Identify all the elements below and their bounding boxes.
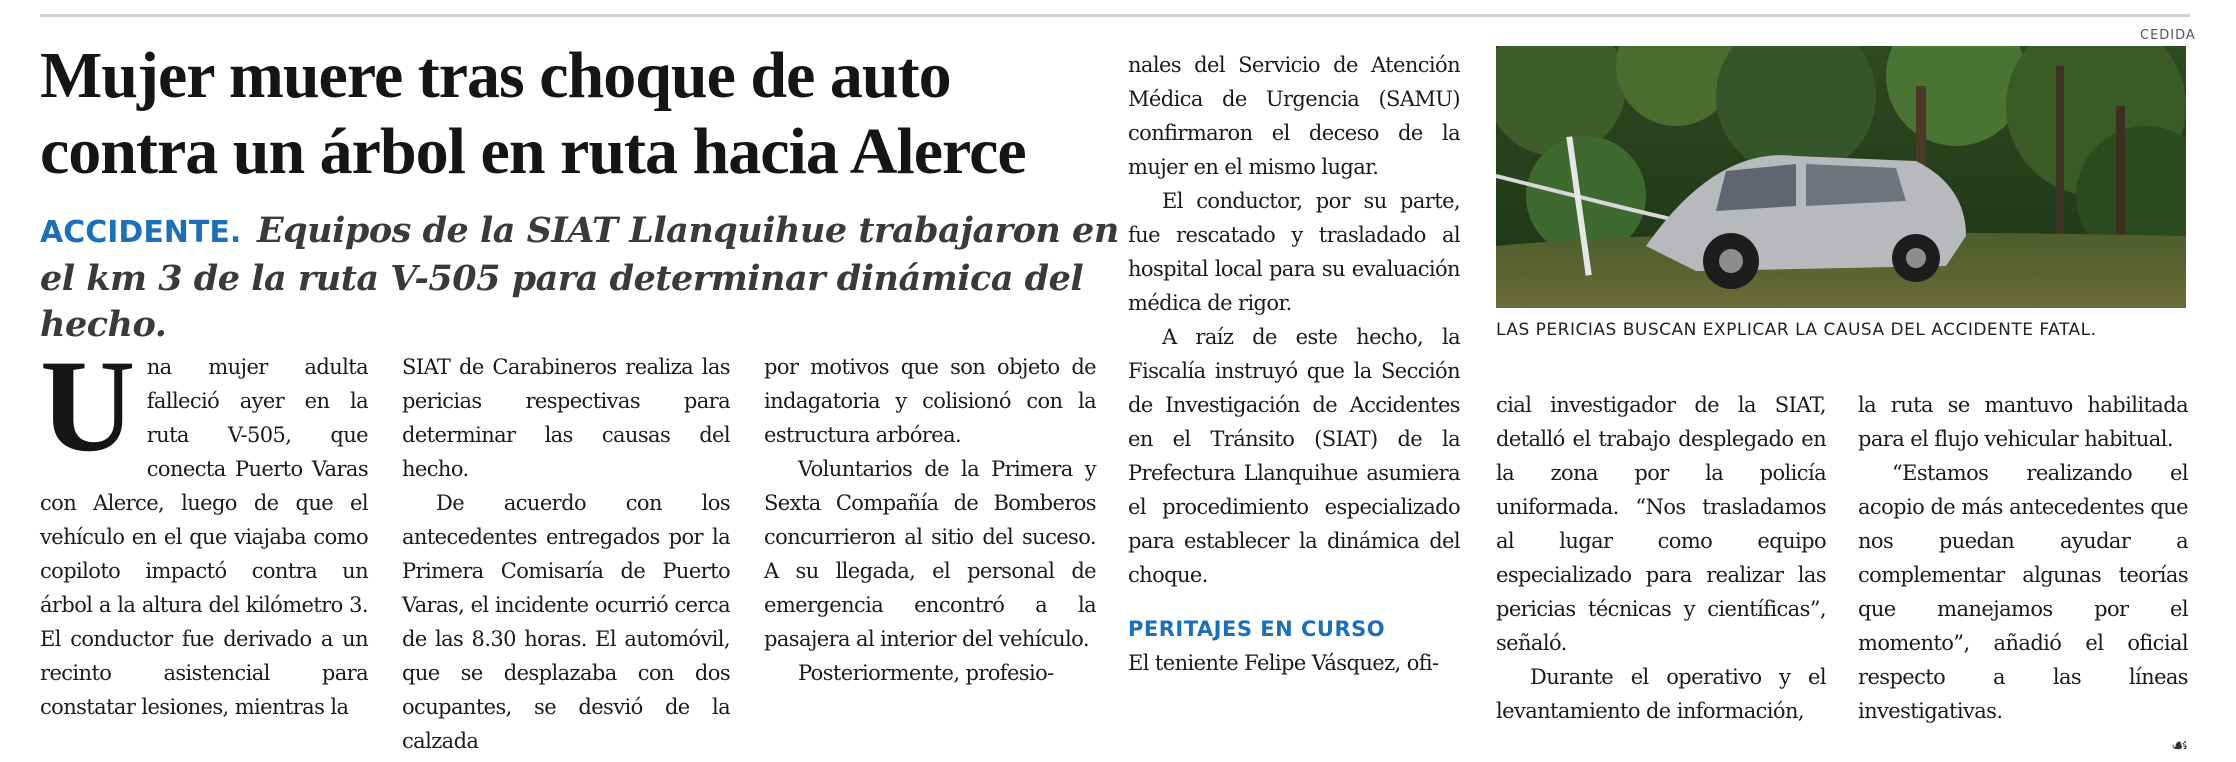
body-paragraph: cial investigador de la SIAT, detalló el trabajo desplegado en la zona por la policía uniformada. “Nos trasladamos al lugar como equipo especializado para realizar las pericias técnicas y científicas”, señaló. (1496, 393, 1826, 655)
body-paragraph: SIAT de Carabineros realiza las pericias respectivas para determinar las causas del hecho. (402, 355, 730, 481)
photo-caption: LAS PERICIAS BUSCAN EXPLICAR LA CAUSA DEL ACCIDENTE FATAL. (1496, 320, 2097, 340)
body-paragraph: Durante el operativo y el levantamiento de información, (1496, 665, 1826, 723)
body-column-1 (40, 332, 368, 724)
body-paragraph: A raíz de este hecho, la Fiscalía instruyó que la Sección de Investigación de Accidentes en el Tránsito (SIAT) de la Prefectura Llanquihue asumiera el procedimiento especializado para establecer la dinámica del choque. (1128, 325, 1460, 587)
body-paragraph: Posteriormente, profesio- (798, 661, 1054, 685)
body-paragraph: por motivos que son objeto de indagatoria y colisionó con la estructura arbórea. (764, 355, 1096, 447)
section-subhead: PERITAJES EN CURSO (1128, 617, 1386, 641)
body-paragraph: El teniente Felipe Vásquez, ofi- (1128, 651, 1439, 675)
body-paragraph: la ruta se mantuvo habilitada para el flujo vehicular habitual. (1858, 393, 2188, 451)
body-paragraph: “Estamos realizando el acopio de más antecedentes que nos puedan ayudar a complementar algunas teorías que manejamos por el momento”, añadió el oficial respecto a las líneas investigativas. (1858, 461, 2188, 723)
drop-cap: U (40, 332, 135, 479)
body-column-4 (1128, 48, 1460, 680)
body-paragraph: nales del Servicio de Atención Médica de Urgencia (SAMU) confirmaron el deceso de la mujer en el mismo lugar. (1128, 53, 1460, 179)
lead-paragraph (40, 208, 1120, 348)
lead-text: Equipos de la SIAT Llanquihue trabajaron en el km 3 de la ruta V-505 para determinar dinámica del hecho. (40, 210, 1119, 345)
lead-kicker: ACCIDENTE. (40, 215, 242, 250)
top-rule (40, 14, 2190, 17)
body-paragraph: na mujer adulta falleció ayer en la ruta V-505, que conecta Puerto Varas con Alerce, luego de que el vehículo en el que viajaba como copiloto impactó contra un árbol a la altura del kilómetro 3. El conductor fue derivado a un recinto asistencial para constatar lesiones, mientras la (40, 355, 368, 719)
body-column-5 (1496, 388, 1826, 728)
body-paragraph: El conductor, por su parte, fue rescatado y trasladado al hospital local para su evaluación médica de rigor. (1128, 189, 1460, 315)
body-column-2 (402, 350, 730, 758)
headline: Mujer muere tras choque de auto contra un árbol en ruta hacia Alerce (40, 39, 1026, 188)
body-column-6 (1858, 388, 2188, 762)
accident-photo (1496, 46, 2186, 308)
body-paragraph: De acuerdo con los antecedentes entregados por la Primera Comisaría de Puerto Varas, el incidente ocurrió cerca de las 8.30 horas. El automóvil, que se desplazaba con dos ocupantes, se desvió de la calzada (402, 491, 730, 753)
body-paragraph: Voluntarios de la Primera y Sexta Compañía de Bomberos concurrieron al sitio del suceso. A su llegada, el personal de emergencia encontró a la pasajera al interior del vehículo. (764, 457, 1096, 651)
end-mark-icon: ☙ (2170, 733, 2188, 757)
accident-photo-image (1496, 46, 2186, 308)
photo-credit: CEDIDA (2140, 28, 2196, 43)
body-column-3 (764, 350, 1096, 690)
